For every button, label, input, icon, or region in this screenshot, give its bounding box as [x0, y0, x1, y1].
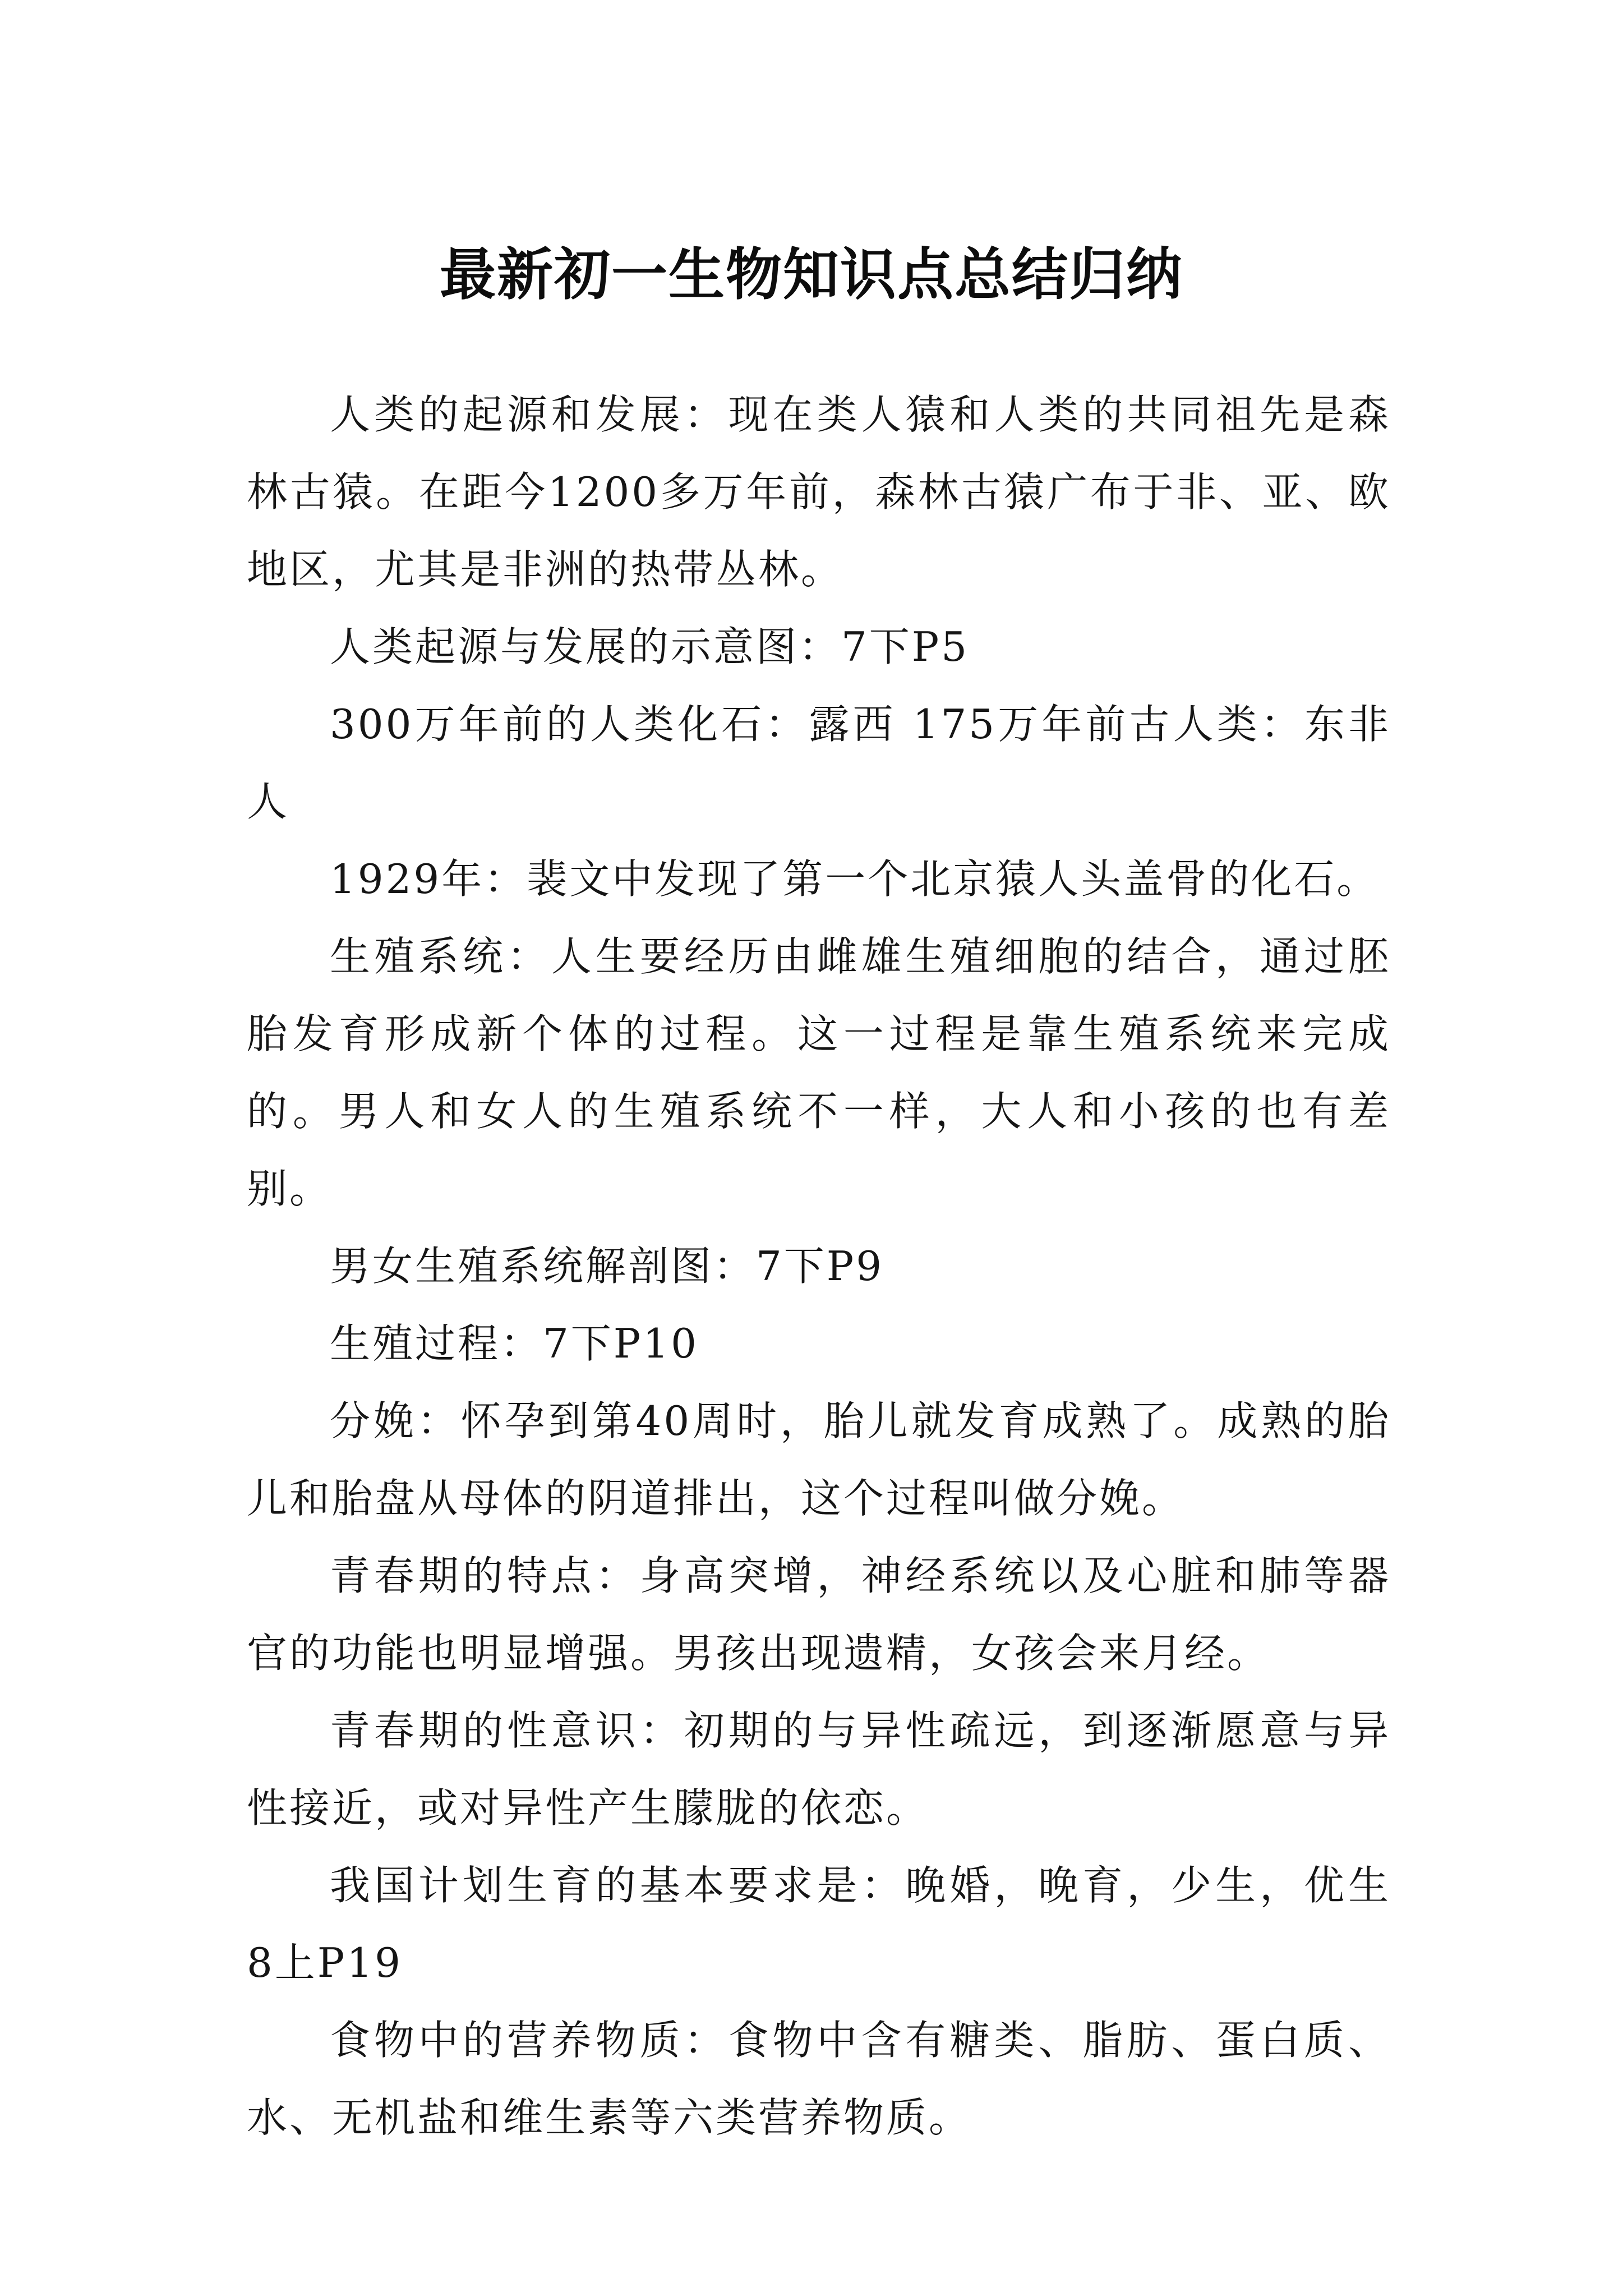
paragraph-reproduction-process-ref: 生殖过程：7下P10 [330, 1320, 699, 1367]
paragraph-peking-man: 1929年：裴文中发现了第一个北京猿人头盖骨的化石。 [330, 855, 1380, 903]
paragraph-puberty-awareness: 青春期的性意识：初期的与异性疏远，到逐渐愿意与异性接近，或对异性产生朦胧的依恋。 [247, 1707, 1391, 1832]
paragraph-human-origin: 人类的起源和发展：现在类人猿和人类的共同祖先是森林古猿。在距今1200多万年前，森林古猿广布于非、亚、欧地区，尤其是非洲的热带丛林。 [247, 391, 1391, 593]
document-body [247, 376, 1391, 2156]
paragraph-family-planning: 我国计划生育的基本要求是：晚婚，晚育，少生，优生 8上P19 [247, 1862, 1391, 1986]
paragraph-nutrients: 食物中的营养物质：食物中含有糖类、脂肪、蛋白质、水、无机盐和维生素等六类营养物质。 [247, 2017, 1391, 2141]
document-title: 最新初一生物知识点总结归纳 [440, 241, 1183, 307]
paragraph-anatomy-ref: 男女生殖系统解剖图：7下P9 [330, 1243, 884, 1290]
paragraph-reproductive-system: 生殖系统：人生要经历由雌雄生殖细胞的结合，通过胚胎发育形成新个体的过程。这一过程是靠生殖系统来完成的。男人和女人的生殖系统不一样，大人和小孩的也有差别。 [247, 933, 1391, 1212]
paragraph-childbirth: 分娩：怀孕到第40周时，胎儿就发育成熟了。成熟的胎儿和胎盘从母体的阴道排出，这个过程叫做分娩。 [247, 1397, 1391, 1522]
paragraph-fossils: 300万年前的人类化石：露西 175万年前古人类：东非人 [247, 701, 1391, 825]
paragraph-puberty-features: 青春期的特点：身高突增，神经系统以及心脏和肺等器官的功能也明显增强。男孩出现遗精，女孩会来月经。 [247, 1552, 1391, 1677]
paragraph-origin-diagram-ref: 人类起源与发展的示意图：7下P5 [330, 623, 970, 670]
